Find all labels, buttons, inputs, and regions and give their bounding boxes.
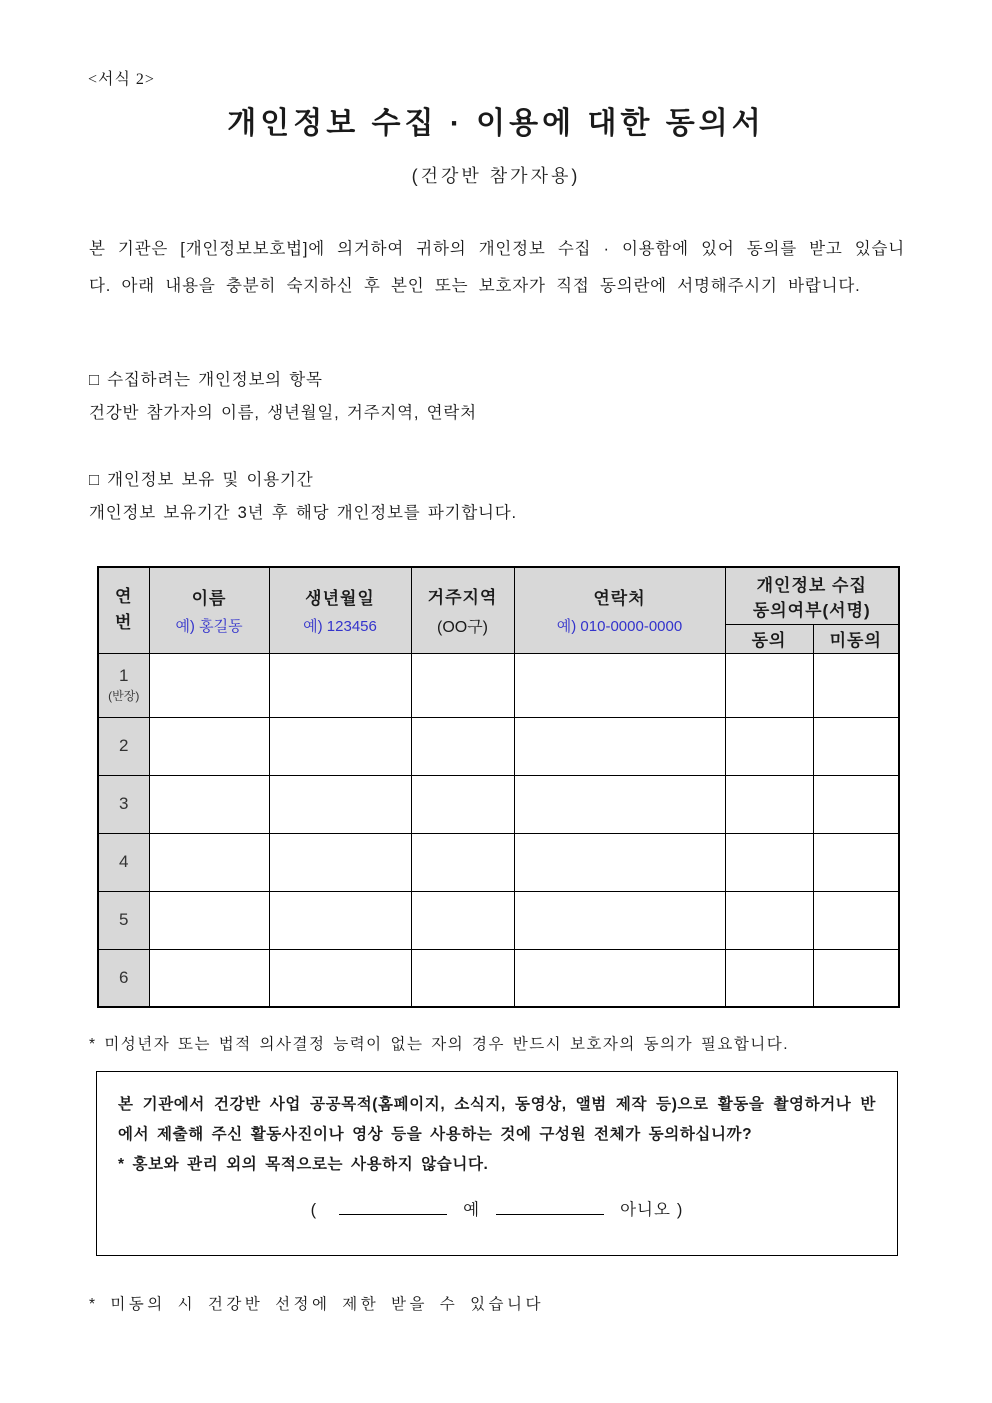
- region-entry-cell: [411, 833, 514, 891]
- agree-signature-cell: [725, 949, 813, 1007]
- row-number-note: (반장): [108, 689, 140, 703]
- name-entry-cell: [149, 891, 269, 949]
- table-row: [98, 717, 899, 775]
- intro-paragraph: 본 기관은 [개인정보보호법]에 의거하여 귀하의 개인정보 수집 · 이용함에 있어 동의를 받고 있습니다. 아래 내용을 충분히 숙지하신 후 본인 또는 보호자가 직접 동의란에 서명해주시기 바랍니다.: [89, 240, 905, 295]
- birthdate-entry-cell: [269, 949, 411, 1007]
- participant-consent-table: [97, 566, 900, 1008]
- col-header-name: [149, 567, 269, 653]
- col-header-disagree: 미동의: [813, 624, 899, 653]
- col-header-number: [98, 567, 149, 653]
- col-header-consent-group-line2: 동의여부(서명): [752, 600, 871, 620]
- media-consent-purpose-note: * 홍보와 관리 외의 목적으로는 사용하지 않습니다.: [118, 1156, 489, 1173]
- disagree-signature-cell: [813, 775, 899, 833]
- table-row: [98, 653, 899, 717]
- name-entry-cell: [149, 717, 269, 775]
- table-row: [98, 833, 899, 891]
- agree-signature-cell: [725, 891, 813, 949]
- agree-signature-cell: [725, 775, 813, 833]
- section-body-collected-items: 건강반 참가자의 이름, 생년월일, 거주지역, 연락처: [89, 404, 477, 422]
- birthdate-entry-cell: [269, 653, 411, 717]
- row-number-cell: [98, 653, 149, 717]
- name-entry-cell: [149, 653, 269, 717]
- region-entry-cell: [411, 891, 514, 949]
- col-header-birthdate-label: 생년월일: [305, 589, 375, 609]
- row-number: 3: [119, 794, 129, 813]
- table-row: [98, 891, 899, 949]
- col-header-agree: 동의: [725, 624, 813, 653]
- yes-signature-blank: [339, 1201, 447, 1215]
- row-number: 2: [119, 736, 129, 755]
- disagree-signature-cell: [813, 833, 899, 891]
- row-number-cell: [98, 891, 149, 949]
- row-number-cell: [98, 949, 149, 1007]
- col-header-region-label: 거주지역: [427, 588, 498, 608]
- disagree-signature-cell: [813, 949, 899, 1007]
- answer-no-label: 아니오: [620, 1201, 671, 1219]
- row-number: 6: [119, 967, 129, 987]
- media-consent-question: 본 기관에서 건강반 사업 공공목적(홈페이지, 소식지, 동영상, 앨범 제작 등)으로 활동을 촬영하거나 반에서 제출해 주신 활동사진이나 영상 등을 사용하는 것에 구성원 전체가 동의하십니까?: [118, 1096, 876, 1143]
- contact-entry-cell: [514, 775, 725, 833]
- region-entry-cell: [411, 775, 514, 833]
- col-header-number-line2: 번: [115, 613, 133, 633]
- row-number: 5: [119, 910, 129, 929]
- name-entry-cell: [149, 949, 269, 1007]
- guardian-consent-note: * 미성년자 또는 법적 의사결정 능력이 없는 자의 경우 반드시 보호자의 동의가 필요합니다.: [89, 1036, 790, 1053]
- answer-yes-label: 예: [463, 1201, 481, 1219]
- answer-close-paren: ): [676, 1201, 684, 1219]
- name-entry-cell: [149, 775, 269, 833]
- col-header-name-label: 이름: [191, 589, 227, 609]
- name-entry-cell: [149, 833, 269, 891]
- section-heading-retention-period: □ 개인정보 보유 및 이용기간: [89, 471, 314, 489]
- region-entry-cell: [411, 949, 514, 1007]
- col-header-birthdate: [269, 567, 411, 653]
- agree-signature-cell: [725, 653, 813, 717]
- col-header-region-example: (OO구): [436, 619, 488, 637]
- table-row: [98, 775, 899, 833]
- col-header-contact: [514, 567, 725, 653]
- birthdate-entry-cell: [269, 891, 411, 949]
- media-consent-box: [96, 1071, 898, 1256]
- contact-entry-cell: [514, 891, 725, 949]
- disagree-signature-cell: [813, 717, 899, 775]
- row-number-cell: [98, 833, 149, 891]
- agree-signature-cell: [725, 717, 813, 775]
- contact-entry-cell: [514, 653, 725, 717]
- contact-entry-cell: [514, 949, 725, 1007]
- col-header-contact-example: 예) 010-0000-0000: [556, 618, 683, 636]
- disagree-signature-cell: [813, 891, 899, 949]
- col-header-name-example: 예) 홍길동: [175, 618, 243, 636]
- no-signature-blank: [496, 1201, 604, 1215]
- region-entry-cell: [411, 653, 514, 717]
- col-header-contact-label: 연락처: [593, 589, 646, 609]
- table-row: [98, 949, 899, 1007]
- col-header-birthdate-example: 예) 123456: [303, 618, 377, 636]
- col-header-consent-group-line1: 개인정보 수집: [756, 575, 867, 595]
- section-heading-collected-items: □ 수집하려는 개인정보의 항목: [89, 371, 323, 389]
- region-entry-cell: [411, 717, 514, 775]
- row-number-cell: [98, 775, 149, 833]
- page-subtitle: (건강반 참가자용): [411, 166, 581, 186]
- col-header-number-line1: 연: [115, 587, 133, 607]
- page-title: 개인정보 수집 · 이용에 대한 동의서: [227, 107, 765, 140]
- contact-entry-cell: [514, 717, 725, 775]
- agree-signature-cell: [725, 833, 813, 891]
- col-header-region: [411, 567, 514, 653]
- row-number: 4: [119, 852, 129, 871]
- contact-entry-cell: [514, 833, 725, 891]
- disagree-signature-cell: [813, 653, 899, 717]
- section-body-retention-period: 개인정보 보유기간 3년 후 해당 개인정보를 파기합니다.: [89, 504, 517, 522]
- birthdate-entry-cell: [269, 775, 411, 833]
- media-consent-answer-line: [118, 1196, 876, 1220]
- form-number-label: <서식 2>: [88, 71, 155, 88]
- row-number-cell: [98, 717, 149, 775]
- row-number: 1: [119, 666, 129, 685]
- col-header-consent-group: [725, 567, 899, 624]
- answer-open-paren: (: [310, 1201, 318, 1219]
- birthdate-entry-cell: [269, 833, 411, 891]
- nonconsent-restriction-note: * 미동의 시 건강반 선정에 제한 받을 수 있습니다: [89, 1296, 544, 1313]
- birthdate-entry-cell: [269, 717, 411, 775]
